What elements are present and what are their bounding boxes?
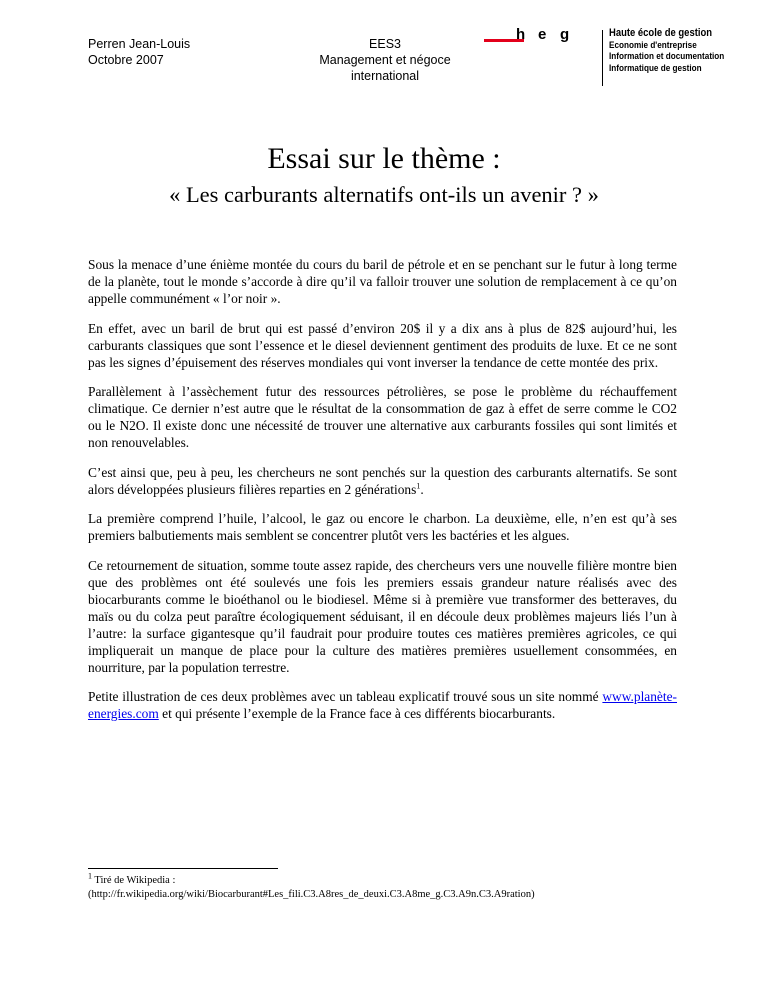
document-date: Octobre 2007 xyxy=(88,53,164,67)
logo-dept-1: Economie d'entreprise xyxy=(609,39,697,51)
author-name: Perren Jean-Louis xyxy=(88,37,191,51)
footnote-separator xyxy=(88,868,278,869)
logo-separator xyxy=(602,30,603,86)
footnote-line-1 xyxy=(88,871,708,888)
page-title: Essai sur le thème : xyxy=(267,142,501,175)
footnote-number: 1 xyxy=(88,871,92,881)
paragraph-5: La première comprend l’huile, l’alcool, le gaz ou encore le charbon. La deuxième, elle, n’en est qu’à ses premiers balbutiements mais semblent se concentrer plutôt vers les bactéries et les algues. xyxy=(88,511,677,543)
header-course-block xyxy=(300,36,470,84)
page-subtitle: « Les carburants alternatifs ont-ils un avenir ? » xyxy=(169,182,599,207)
footnote xyxy=(88,871,708,902)
paragraph-7-end: et qui présente l’exemple de la France face à ces différents biocarburants. xyxy=(158,706,556,721)
logo-school-name: Haute école de gestion xyxy=(609,27,713,39)
footnote-url: (http://fr.wikipedia.org/wiki/Biocarburant#Les_fili.C3.A8res_de_deuxi.C3.A8me_g.C3.A9n.C3.A9ration) xyxy=(88,889,535,900)
paragraph-4 xyxy=(88,464,677,498)
paragraph-2: En effet, avec un baril de brut qui est passé d’environ 20$ il y a dix ans à plus de 82$ aujourd’hui, les carburants classiques que sont l’essence et le diesel deviennent gentiment des produits de luxe. Et ce ne sont pas les signes d’épuisement des réserves mondiales qui vont inverser la tendance de cette montée des prix. xyxy=(88,320,677,370)
logo-letter-h: h xyxy=(516,26,526,43)
paragraph-4-text: C’est ainsi que, peu à peu, les chercheurs ne sont penchés sur la question des carburants alternatifs. Se sont alors développées plusieurs filières reparties en 2 générations xyxy=(88,464,677,497)
heg-logo xyxy=(484,24,725,84)
paragraph-7 xyxy=(88,688,677,722)
logo-letters xyxy=(516,26,582,43)
paragraph-1: Sous la menace d’une énième montée du cours du baril de pétrole et en se penchant sur le futur à long terme de la planète, tout le monde s’accorde à dire qu’il va falloir trouver une solution de remplacement à ce qu’on appelle communément « l’or noir ». xyxy=(88,257,677,306)
essay-body xyxy=(88,256,677,735)
logo-letter-e: e xyxy=(538,26,547,43)
course-name-line1: Management et négoce xyxy=(319,53,451,67)
course-name-line2: international xyxy=(350,69,420,83)
footnote-source: Tiré de Wikipedia : xyxy=(92,875,176,886)
logo-dept-3: Informatique de gestion xyxy=(609,62,702,74)
course-code: EES3 xyxy=(369,37,401,51)
paragraph-7-start: Petite illustration de ces deux problèmes avec un tableau explicatif trouvé sous un site nommé xyxy=(88,689,603,704)
paragraph-4-end: . xyxy=(420,481,424,497)
logo-dept-2: Information et documentation xyxy=(609,51,725,62)
paragraph-6: Ce retournement de situation, somme toute assez rapide, des chercheurs vers une nouvelle filière montre bien que des problèmes ont été soulevés une fois les premiers essais grandeur nature réalisés avec des biocarburants comme le bioéthanol ou le biodiesel. Même si à première vue transformer des betteraves, du maïs ou du colza peut paraître écologiquement séduisant, il en découle deux problèmes majeurs liés l’un à l’autre: la surface gigantesque qu’il faudrait pour produire toutes ces matières premières agricoles, ce qui impliquerait un manque de place pour la culture des matières premières usuellement consommées, en nourriture, par la population terrestre. xyxy=(88,557,677,675)
paragraph-3: Parallèlement à l’assèchement futur des ressources pétrolières, se pose le problème du réchauffement climatique. Ce dernier n’est autre que le résultat de la consommation de gaz à effet de serre comme le CO2 ou le N2O. Il existe donc une nécessité de trouver une alternative aux carburants fossiles qui sont limités et non renouvelables. xyxy=(88,384,677,450)
footnote-ref[interactable]: 1 xyxy=(416,481,421,491)
logo-school-text xyxy=(609,28,724,74)
planete-energies-link[interactable]: www.planète-energies.com xyxy=(88,689,677,721)
header-author-block xyxy=(88,36,190,68)
logo-letter-g: g xyxy=(560,26,570,43)
